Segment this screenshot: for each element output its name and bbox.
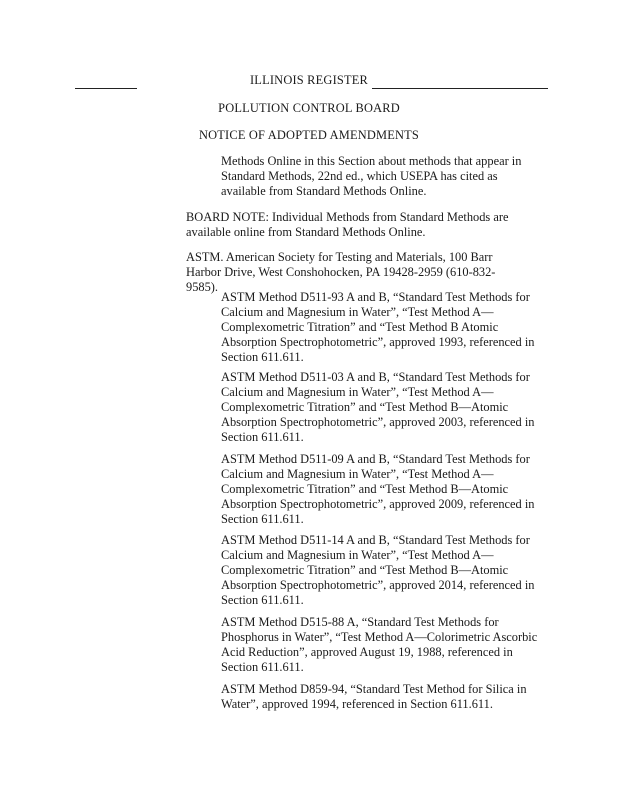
reference-item: ASTM Method D515-88 A, “Standard Test Methods for Phosphorus in Water”, “Test Method A—Colorimetric Ascorbic Acid Reduction”, approved August 19, 1988, referenced in Section 611.611. [221, 615, 538, 674]
board-note: BOARD NOTE: Individual Methods from Standard Methods are available online from Standard Methods Online. [186, 210, 509, 239]
board-title: POLLUTION CONTROL BOARD [218, 101, 400, 115]
reference-item: ASTM Method D511-14 A and B, “Standard Test Methods for Calcium and Magnesium in Water”, “Test Method A—Complexometric Titration” and “Test Method B—Atomic Absorption Spectrophotometric”, approved 2014, referenced in Section 611.611. [221, 533, 535, 607]
reference-item: ASTM Method D859-94, “Standard Test Method for Silica in Water”, approved 1994, referenced in Section 611.611. [221, 682, 527, 711]
astm-definition: ASTM. American Society for Testing and Materials, 100 Barr Harbor Drive, West Conshohocken, PA 19428-2959 (610-832-9585). [186, 250, 496, 294]
reference-item: ASTM Method D511-03 A and B, “Standard Test Methods for Calcium and Magnesium in Water”, “Test Method A—Complexometric Titration” and “Test Method B—Atomic Absorption Spectrophotometric”, approved 2003, referenced in Section 611.611. [221, 370, 535, 444]
header-rule-right [372, 88, 548, 89]
header-rule-left [75, 88, 137, 89]
register-title: ILLINOIS REGISTER [249, 73, 368, 87]
reference-item: ASTM Method D511-09 A and B, “Standard Test Methods for Calcium and Magnesium in Water”, “Test Method A—Complexometric Titration” and “Test Method B—Atomic Absorption Spectrophotometric”, approved 2009, referenced in Section 611.611. [221, 452, 535, 526]
notice-title: NOTICE OF ADOPTED AMENDMENTS [198, 128, 420, 142]
intro-paragraph: Methods Online in this Section about methods that appear in Standard Methods, 22nd ed., which USEPA has cited as available from Standard Methods Online. [221, 154, 522, 198]
reference-item: ASTM Method D511-93 A and B, “Standard Test Methods for Calcium and Magnesium in Water”, “Test Method A—Complexometric Titration” and “Test Method B Atomic Absorption Spectrophotometric”, approved 1993, referenced in Section 611.611. [221, 290, 535, 364]
